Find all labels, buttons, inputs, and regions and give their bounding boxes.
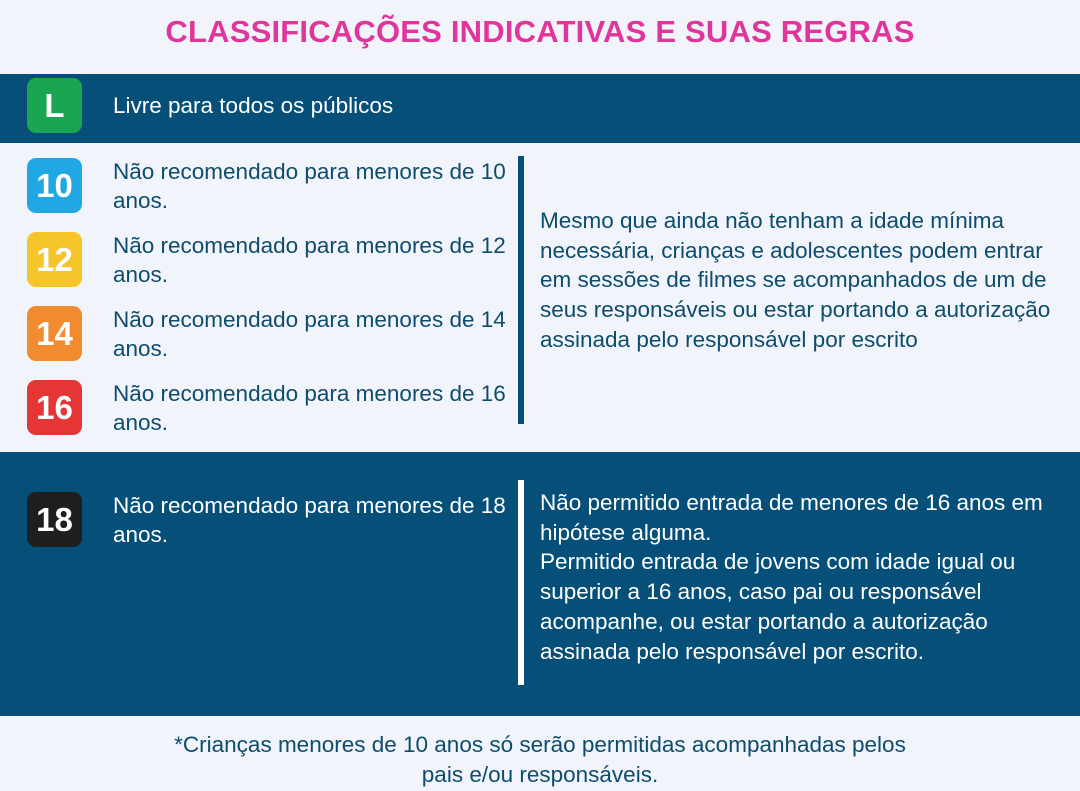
rating-description-12: Não recomendado para menores de 12 anos. xyxy=(113,233,506,287)
rating-badge-14: 14 xyxy=(27,306,82,361)
adult-rule-line2: Permitido entrada de jovens com idade igual ou superior a 16 anos, caso pai ou responsável acompanhe, ou estar portando a autorização assinada pelo responsável por escrito. xyxy=(540,549,1016,664)
page-title: CLASSIFICAÇÕES INDICATIVAS E SUAS REGRAS xyxy=(165,14,915,49)
rating-badge-18: 18 xyxy=(27,492,82,547)
minors-rule-note: Mesmo que ainda não tenham a idade mínima necessária, crianças e adolescentes podem entrar em sessões de filmes se acompanhados de um de seus responsáveis ou estar portando a autorização assinada pelo responsável por escrito xyxy=(540,208,1051,352)
section-divider xyxy=(518,156,524,424)
rating-description-10: Não recomendado para menores de 10 anos. xyxy=(113,159,506,213)
rating-badge-16: 16 xyxy=(27,380,82,435)
rating-description-l: Livre para todos os públicos xyxy=(113,93,394,118)
adult-rule-note xyxy=(540,488,1075,666)
rating-description-16: Não recomendado para menores de 16 anos. xyxy=(113,381,506,435)
rating-description-14: Não recomendado para menores de 14 anos. xyxy=(113,307,506,361)
rating-badge-12: 12 xyxy=(27,232,82,287)
footnote-line1: *Crianças menores de 10 anos só serão permitidas acompanhadas pelos xyxy=(174,732,906,757)
rating-badge-l: L xyxy=(27,78,82,133)
footnote xyxy=(0,730,1080,789)
footnote-line2: pais e/ou responsáveis. xyxy=(421,761,659,787)
rating-description-18: Não recomendado para menores de 18 anos. xyxy=(113,493,506,547)
adult-rule-line1: Não permitido entrada de menores de 16 anos em hipótese alguma. xyxy=(540,490,1043,545)
section-divider-18 xyxy=(518,480,524,685)
rating-badge-10: 10 xyxy=(27,158,82,213)
